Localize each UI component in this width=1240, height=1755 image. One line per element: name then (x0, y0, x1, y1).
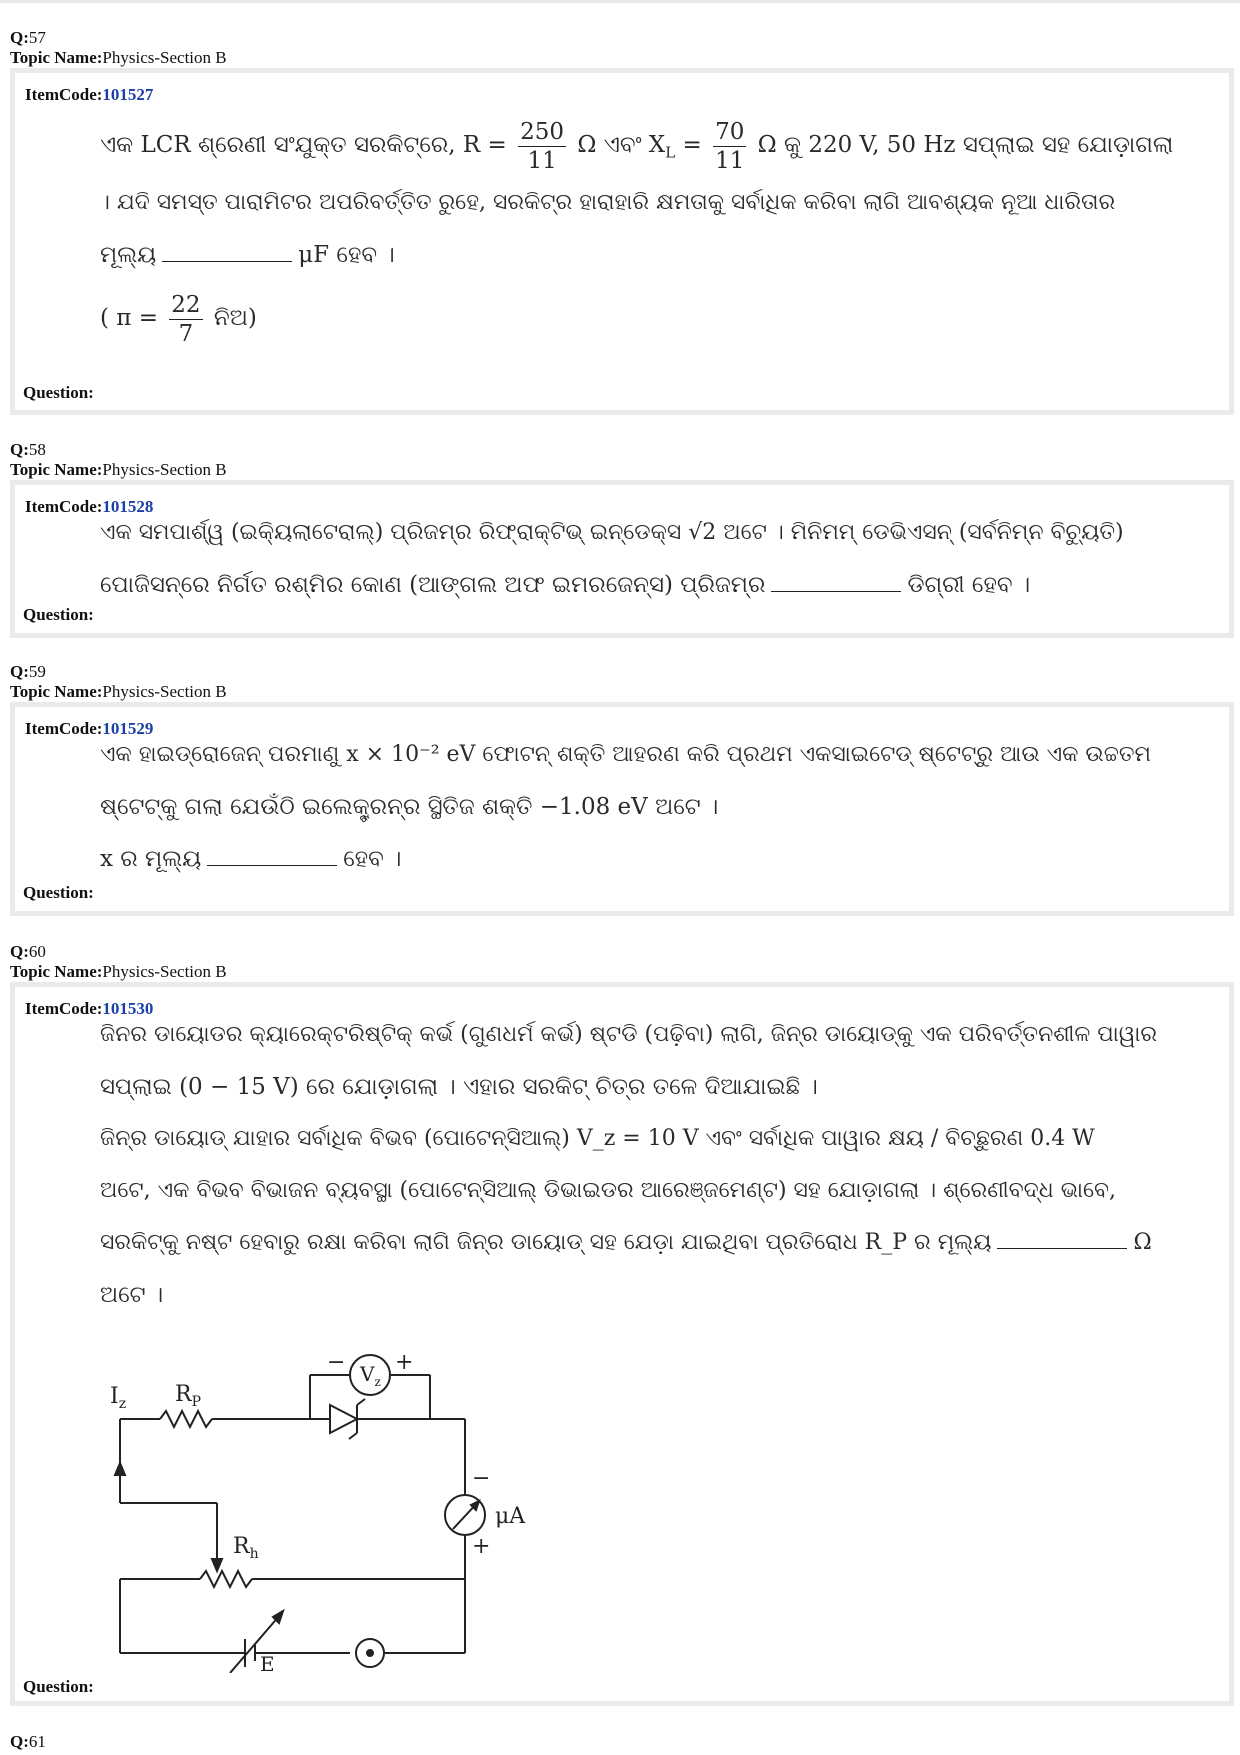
fraction: $\frac{22}{7}$ (171, 291, 201, 347)
resistor-rp (160, 1411, 212, 1427)
label-vz: $V_z$ (360, 1362, 381, 1389)
answer-blank (162, 243, 292, 262)
question-header: Q:59 Topic Name:Physics-Section B (10, 662, 227, 701)
question-text: ଏକ ସମପାର୍ଶ୍ୱ (ଇକ୍ୟିଲାଟେରାଲ୍) ପ୍ରିଜମ୍‌ର ରିଫ୍ରାକ୍ଟିଭ୍ ଇନ୍‌ଡେକ୍ସ √2 ଅଟେ । ମିନିମମ୍ ଡେଭିଏସନ୍ (ସର୍ବନିମ୍ନ ବିଚ୍ୟୁତି) ପୋଜିସନ୍‌ରେ ନିର୍ଗତ ରଶ୍ମିର କୋଣ (ଆଙ୍ଗଲ ଅଫ ଇମରଜେନ୍‌ସ) ପ୍ରିଜମ୍‌ର ଡିଗ୍ରୀ ହେବ । (100, 520, 1124, 598)
question-box (10, 702, 1234, 916)
item-code: ItemCode:101528 (25, 497, 154, 516)
question-box (10, 982, 1234, 1706)
question-label: Question: (23, 605, 94, 624)
fraction: $\frac{70}{11}$ (715, 118, 745, 174)
answer-blank (207, 847, 337, 866)
question-header: Q:58 Topic Name:Physics-Section B (10, 440, 227, 479)
label-ua: μA (495, 1504, 526, 1529)
label-e: E (260, 1652, 275, 1673)
question-text: ଏକ ହାଇଡ୍ରୋଜେନ୍ ପରମାଣୁ x × 10⁻² eV ଫୋଟନ୍ ଶକ୍ତି ଆହରଣ କରି ପ୍ରଥମ ଏକସାଇଟେଡ୍ ଷ୍ଟେଟ୍‌ରୁ ଆଉ ଏକ ଉଚ୍ଚତମ ଷ୍ଟେଟ୍‌କୁ ଗଲା ଯେଉଁଠି ଇଲେକ୍ଟ୍ରନ୍‌ର ସ୍ଥିତିଜ ଶକ୍ତି −1.08 eV ଅଟେ । x ର ମୂଲ୍ୟ ହେବ । (100, 742, 1151, 872)
question-header: Q:57 Topic Name:Physics-Section B (10, 28, 227, 67)
fraction: $\frac{250}{11}$ (520, 118, 565, 174)
question-header: Q:61 (10, 1732, 46, 1751)
label-plus-vz: + (395, 1353, 414, 1375)
question-label: Question: (23, 383, 94, 402)
circuit-diagram (95, 1353, 615, 1673)
item-code: ItemCode:101529 (25, 719, 154, 738)
item-code: ItemCode:101527 (25, 85, 154, 104)
battery-e (230, 1611, 283, 1673)
question-label: Question: (23, 883, 94, 902)
label-plus-ua: + (472, 1534, 491, 1559)
answer-blank (771, 573, 901, 592)
top-divider (0, 0, 1240, 3)
label-rh: $R_h$ (233, 1534, 259, 1562)
label-minus-vz: − (327, 1353, 346, 1375)
question-text: ଜିନର ଡାୟୋଡର କ୍ୟାରେକ୍ଟରିଷ୍ଟିକ୍ କର୍ଭ (ଗୁଣଧର୍ମ କର୍ଭ) ଷ୍ଟଡି (ପଢ଼ିବା) ଲାଗି, ଜିନ୍‌ର ଡାୟୋଡ୍‌କୁ ଏକ ପରିବର୍ତ୍ତନଶୀଳ ପାୱାର ସପ୍ଲାଇ (0 − 15 V) ରେ ଯୋଡ଼ାଗଲା । ଏହାର ସରକିଟ୍ ଚିତ୍ର ତଳେ ଦିଆଯାଇଛି । ଜିନ୍‌ର ଡାୟୋଡ୍ ଯାହାର ସର୍ବାଧିକ ବିଭବ (ପୋଟେନ୍‌ସିଆଲ୍) V_z = 10 V ଏବଂ ସର୍ବାଧିକ ପାୱାର କ୍ଷୟ / ବିଚ୍ଛୁରଣ 0.4 W ଅଟେ, ଏକ ବିଭବ ବିଭାଜନ ବ୍ୟବସ୍ଥା (ପୋଟେନ୍‌ସିଆଲ୍ ଡିଭାଇଡର ଆରେଞ୍ଜମେଣ୍ଟ) ସହ ଯୋଡ଼ାଗଲା । ଶ୍ରେଣୀବଦ୍ଧ ଭାବେ, ସରକିଟ୍‌କୁ ନଷ୍ଟ ହେବାରୁ ରକ୍ଷା କରିବା ଲାଗି ଜିନ୍‌ର ଡାୟୋଡ୍ ସହ ଯେଡ଼ା ଯାଇଥିବା ପ୍ରତିରୋଧ R_P ର ମୂଲ୍ୟ Ω ଅଟେ । (100, 1022, 1158, 1308)
label-minus-ua: − (472, 1466, 491, 1491)
question-text: ଏକ LCR ଶ୍ରେଣୀ ସଂଯୁକ୍ତ ସରକିଟ୍‌ରେ, R = $\frac{250}{11}$ Ω ଏବଂ $X_L$ = $\frac{70}{11}$ Ω କୁ 220 V, 50 Hz ସପ୍ଲାଇ ସହ ଯୋଡ଼ାଗଲା । ଯଦି ସମସ୍ତ ପାରାମିଟର ଅପରିବର୍ତ୍ତିତ ରୁହେ, ସରକିଟ୍‌ର ହାରାହାରି କ୍ଷମତାକୁ ସର୍ବାଧିକ କରିବା ଲାଗି ଆବଶ୍ୟକ ନୂଆ ଧାରିତାର ମୂଲ୍ୟ μF ହେବ । ( π = $\frac{22}{7}$ ନିଅ) (100, 118, 1174, 347)
question-box (10, 68, 1234, 415)
item-code: ItemCode:101530 (25, 999, 154, 1018)
label-iz: $I_z$ (110, 1384, 127, 1412)
question-box (10, 480, 1234, 638)
question-label: Question: (23, 1677, 94, 1696)
label-rp: $R_P$ (175, 1382, 201, 1410)
question-header: Q:60 Topic Name:Physics-Section B (10, 942, 227, 981)
answer-blank (997, 1230, 1127, 1249)
rheostat-rh (200, 1571, 252, 1587)
